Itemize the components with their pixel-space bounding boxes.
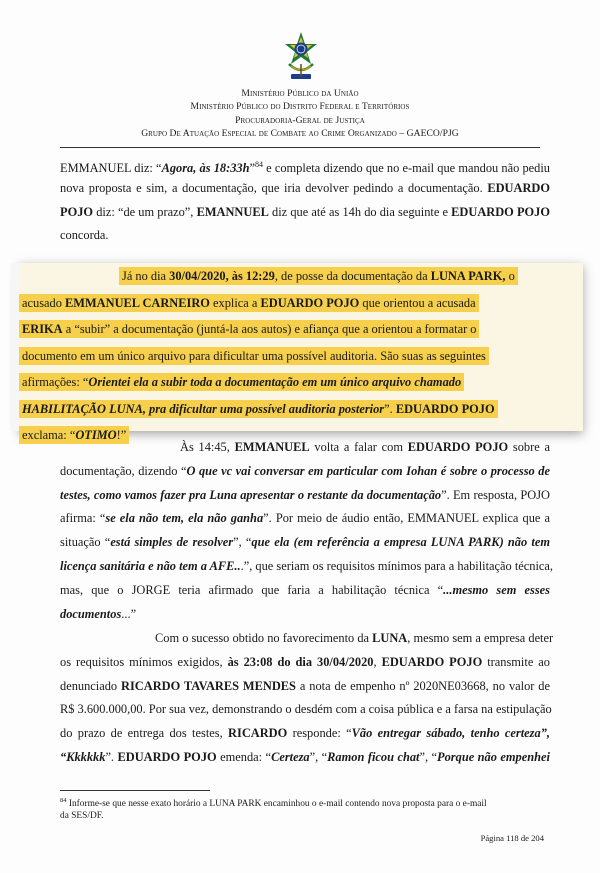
footnote-line: $^{84}$ Informe-se que nesse exato horário a LUNA PARK encaminhou o e-mail contendo nova proposta para o e-mail [60,797,487,810]
text-line: Já no dia 30/04/2020, às 12:29, de posse da documentação da LUNA PARK, o [19,263,583,290]
text-line: documento em um único arquivo para dificultar uma possível auditoria. São suas as seguintes [19,343,583,370]
header-divider [60,147,540,148]
text-line: HABILITAÇÃO LUNA, pra dificultar uma possível auditoria posterior”. EDUARDO POJO [19,396,583,423]
paragraph-3 [60,436,554,626]
header-line-4: Grupo De Atuação Especial de Combate ao Crime Organizado – GAECO/PJG [141,128,459,140]
text-line: POJO diz: “de um prazo”, EMANNUEL diz que até as 14h do dia seguinte e EDUARDO POJO [60,204,550,219]
text-line: os requisitos mínimos exigidos, às 23:08 do dia 30/04/2020, EDUARDO POJO transmite ao [60,654,550,669]
footnote-ref[interactable]: 84 [255,160,263,169]
institution-header [0,87,600,141]
text-line: Com o sucesso obtido no favorecimento da LUNA, mesmo sem a empresa deter [155,631,554,645]
text-line: afirmações: “Orientei ela a subir toda a documentação em um único arquivo chamado [19,369,583,396]
text-line: documentos...” [60,606,137,621]
text-line: testes, como vamos fazer pra Luna apresentar o restante da documentação”. Em resposta, POJO [60,487,550,502]
text-line: do prazo de entrega dos testes, RICARDO responde: “Vão entregar sábado, tenho certeza”, [60,726,550,741]
paragraph-1 [60,153,550,248]
text-line: nova proposta e sim, a documentação, que iria devolver pedindo a documentação. EDUARDO [60,180,550,195]
coat-of-arms-emblem [283,30,319,84]
text-line: “Kkkkkk”. EDUARDO POJO emenda: “Certeza”, “Ramon ficou chat”, “Porque não empenhei [60,749,550,764]
text-line: licença sanitária e não tem a AFE...”, que seriam os requisitos mínimos para a habilitação técnica, [60,558,554,573]
text-line: R$ 3.600.000,00. Por sua vez, demonstrando o desdém com a coisa pública e a farsa na estipulação [60,702,552,717]
footnote-divider [60,790,210,791]
header-line-2: Ministério Público do Distrito Federal e Territórios [190,101,410,113]
text-line: situação “está simples de resolver”, “que ela (em referência a empresa LUNA PARK) não tem [60,535,550,550]
footnote-number: 84 [60,797,67,804]
paragraph-4 [60,627,554,770]
text-line: ERIKA a “subir” a documentação (juntá-la aos autos) e afiança que a orientou a formatar o [19,316,583,343]
page-number: Página 118 de 204 [480,833,544,843]
highlighted-paragraph [19,263,583,449]
text-line: EMMANUEL diz: “Agora, às 18:33h”$^{84}$ e completa dizendo que no e-mail que mandou não pediu [60,160,551,176]
text-line: Às 14:45, EMMANUEL volta a falar com EDUARDO POJO sobre a [180,440,550,454]
text-line: documentação, dizendo “O que vc vai conversar em particular com Iohan é sobre o processo de [60,463,550,478]
footnote [60,795,550,822]
text-line: afirma: “se ela não tem, ela não ganha”. Por meio de áudio então, EMMANUEL explica que a [60,511,551,526]
header-line-1: Ministério Público da União [241,88,359,99]
text-line: mas, que o JORGE teria afirmado que faria a habilitação técnica “...mesmo sem esses [60,582,550,597]
text-line: concorda. [60,228,109,243]
header-line-3: Procuradoria-Geral de Justiça [235,114,365,126]
text-line: denunciado RICARDO TAVARES MENDES a nota de empenho nº 2020NE03668, no valor de [60,678,551,693]
footnote-line: da SES/DF. [60,811,104,822]
text-line: exclama: “OTIMO!” [19,422,583,449]
text-line: acusado EMMANUEL CARNEIRO explica a EDUARDO POJO que orientou a acusada [19,290,583,317]
